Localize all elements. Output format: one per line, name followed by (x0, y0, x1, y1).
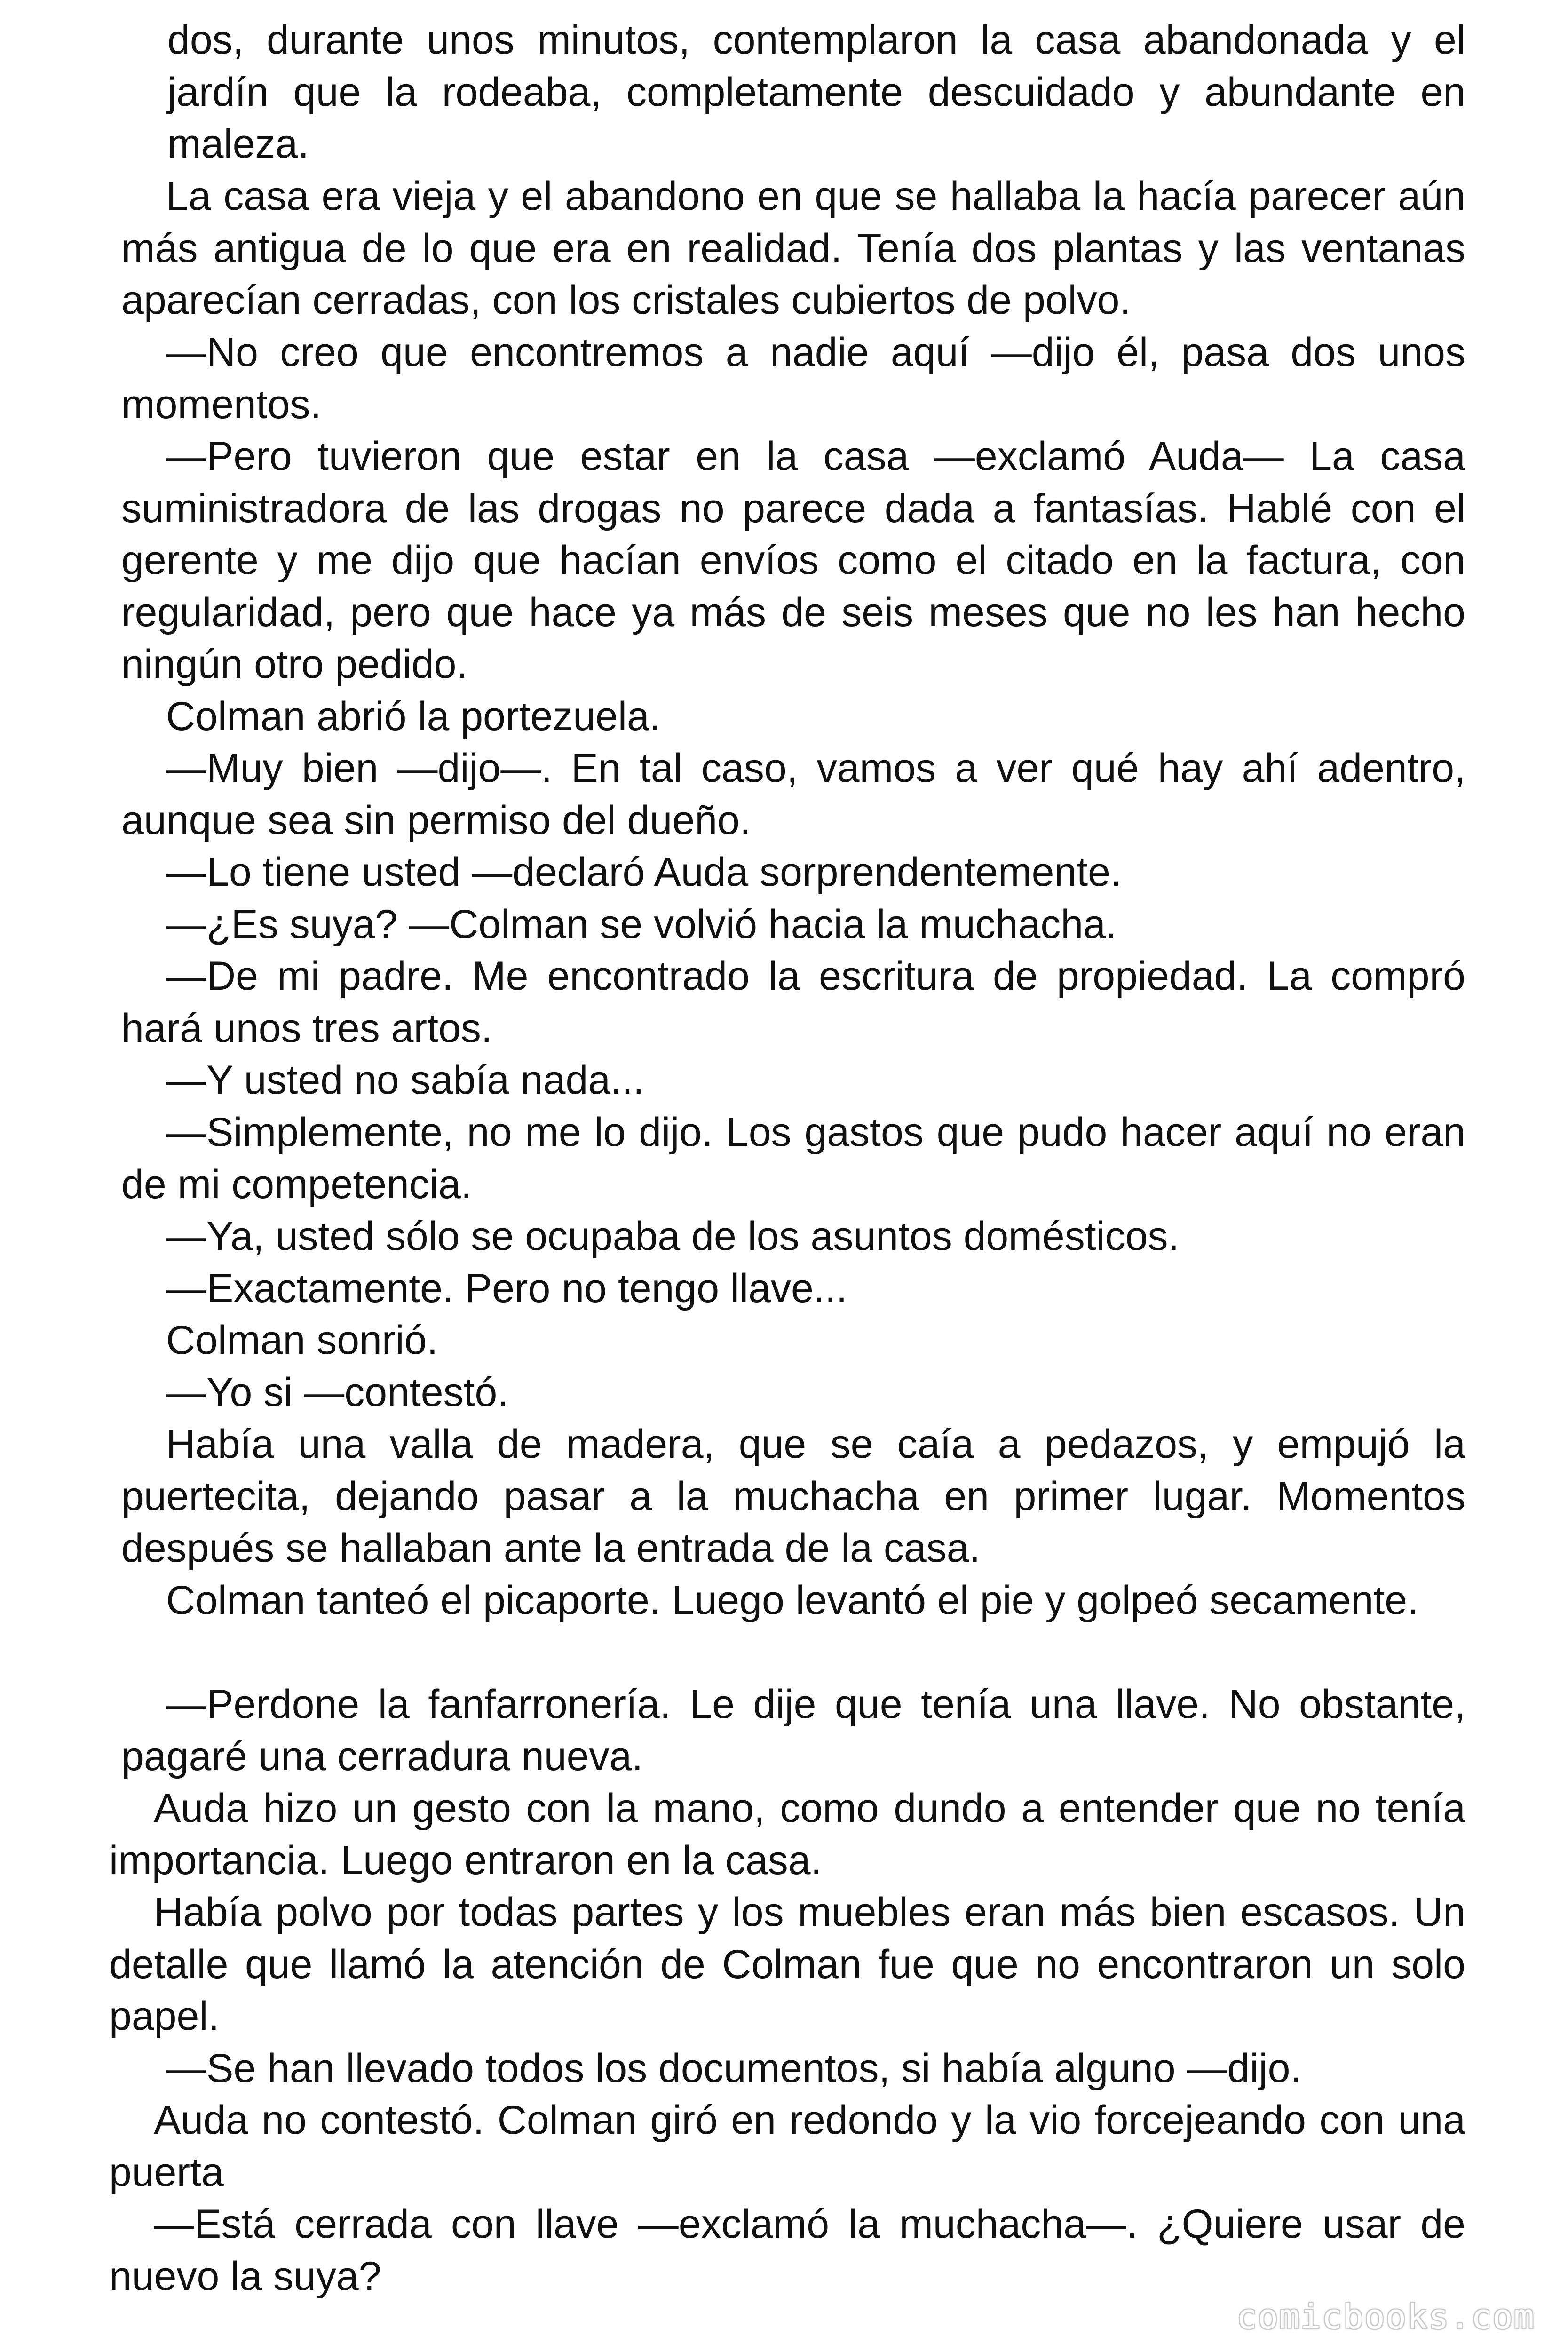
paragraph-10: —Y usted no sabía nada... (166, 1057, 644, 1103)
paragraph-14: Colman sonrió. (166, 1318, 438, 1363)
paragraph-4: —Pero tuvieron que estar en la casa —exclamó Auda— La casa suministradora de las drogas no parece dada a fantasías. Hablé con el gerente y me dijo que hacían envíos como el citado en la factura, con regularidad, pero que hace ya más de seis meses que no les han hecho ningún otro pedido. (121, 434, 1465, 687)
paragraph-18: —Perdone la fanfarronería. Le dije que tenía una llave. No obstante, pagaré una cerradura nueva. (121, 1682, 1465, 1779)
paragraph-11: —Simplemente, no me lo dijo. Los gastos que pudo hacer aquí no eran de mi competencia. (121, 1110, 1465, 1207)
paragraph-21: —Se han llevado todos los documentos, si había alguno —dijo. (166, 2046, 1302, 2091)
paragraph-1: dos, durante unos minutos, contemplaron la casa abandonada y el jardín que la rodeaba, completamente descuidado y abundante en maleza. (167, 17, 1465, 167)
watermark: comicbooks.com (1236, 2297, 1535, 2336)
paragraph-20: Había polvo por todas partes y los muebles eran más bien escasos. Un detalle que llamó la atención de Colman fue que no encontraron un solo papel. (109, 1890, 1465, 2039)
paragraph-15: —Yo si —contestó. (166, 1370, 509, 1415)
paragraph-3: —No creo que encontremos a nadie aquí —dijo él, pasa dos unos momentos. (121, 330, 1465, 427)
paragraph-23: —Está cerrada con llave —exclamó la muchacha—. ¿Quiere usar de nuevo la suya? (109, 2201, 1465, 2299)
paragraph-19: Auda hizo un gesto con la mano, como dundo a entender que no tenía importancia. Luego entraron en la casa. (109, 1786, 1465, 1883)
paragraph-7: —Lo tiene usted —declaró Auda sorprendentemente. (166, 850, 1122, 895)
paragraph-5: Colman abrió la portezuela. (166, 694, 661, 739)
paragraph-22: Auda no contestó. Colman giró en redondo y la vio forcejeando con una puerta (109, 2098, 1465, 2195)
paragraph-13: —Exactamente. Pero no tengo llave... (166, 1266, 847, 1311)
paragraph-16: Había una valla de madera, que se caía a pedazos, y empujó la puertecita, dejando pasar a la muchacha en primer lugar. Momentos después se hallaban ante la entrada de la casa. (121, 1422, 1465, 1571)
paragraph-6: —Muy bien —dijo—. En tal caso, vamos a ver qué hay ahí adentro, aunque sea sin permiso del dueño. (121, 746, 1465, 843)
paragraph-8: —¿Es suya? —Colman se volvió hacia la muchacha. (166, 902, 1117, 947)
paragraph-2: La casa era vieja y el abandono en que se hallaba la hacía parecer aún más antigua de lo que era en realidad. Tenía dos plantas y las ventanas aparecían cerradas, con los cristales cubiertos de polvo. (121, 174, 1465, 323)
paragraph-17: Colman tanteó el picaporte. Luego levantó el pie y golpeó secamente. (166, 1578, 1418, 1623)
paragraph-9: —De mi padre. Me encontrado la escritura de propiedad. La compró hará unos tres artos. (121, 954, 1465, 1051)
paragraph-12: —Ya, usted sólo se ocupaba de los asuntos domésticos. (166, 1214, 1180, 1259)
